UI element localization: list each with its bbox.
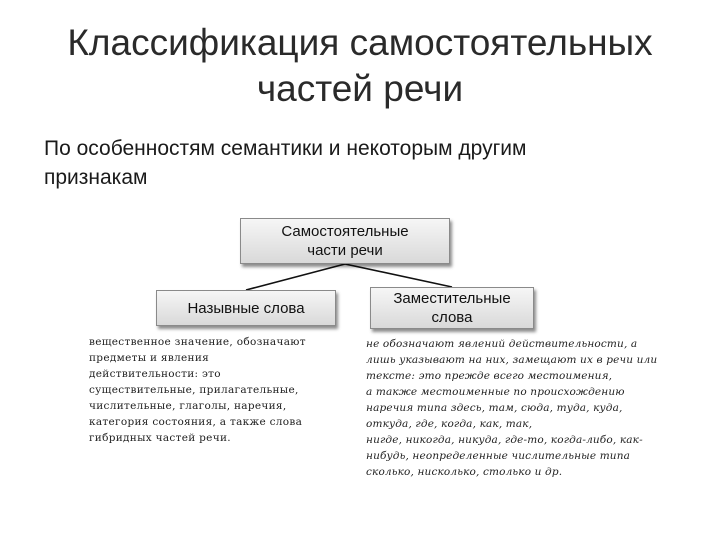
substitute-description-line: наречия типа здесь, там, сюда, туда, куда, — [366, 402, 623, 414]
substitute-words-description — [366, 336, 657, 480]
slide-title-line-1: Классификация самостоятельных — [67, 22, 653, 63]
nominative-description-line: гибридных частей речи. — [89, 432, 231, 444]
substitute-description-line: нибудь, неопределенные числительные типа — [366, 450, 631, 462]
nominative-words-description — [89, 334, 306, 446]
root-node-label-line-1: Самостоятельные — [281, 223, 409, 240]
nominative-words-label: Назывные слова — [187, 299, 305, 317]
substitute-description-line: тексте: это прежде всего местоимения, — [366, 370, 613, 382]
substitute-words-box — [370, 287, 534, 329]
slide-subtitle-line-1: По особенностям семантики и некоторым другим — [44, 137, 527, 160]
root-node-label-line-2: части речи — [307, 242, 383, 259]
nominative-words-box — [156, 290, 336, 326]
slide-subtitle-line-2: признакам — [44, 166, 148, 189]
substitute-description-line: а также местоименные по происхождению — [366, 386, 625, 398]
slide-title-line-2: частей речи — [256, 68, 464, 109]
substitute-description-line: откуда, где, когда, как, так, — [366, 418, 533, 430]
substitute-description-line: нигде, никогда, никуда, где-то, когда-либо, как- — [366, 434, 643, 446]
nominative-description-line: существительные, прилагательные, — [89, 384, 299, 396]
nominative-description-line: числительные, глаголы, наречия, — [89, 400, 287, 412]
connector-root-to-right — [345, 264, 452, 287]
root-node-box — [240, 218, 450, 264]
nominative-description-line: действительности: это — [89, 368, 221, 380]
substitute-description-line: сколько, нисколько, столько и др. — [366, 466, 563, 478]
substitute-description-line: не обозначают явлений действительности, а — [366, 338, 638, 350]
substitute-words-label-line-2: слова — [431, 309, 473, 326]
nominative-description-line: вещественное значение, обозначают — [89, 336, 306, 348]
substitute-words-label-line-1: Заместительные — [393, 290, 511, 307]
connector-root-to-left — [246, 264, 345, 290]
nominative-description-line: предметы и явления — [89, 352, 210, 364]
nominative-description-line: категория состояния, а также слова — [89, 416, 303, 428]
substitute-description-line: лишь указывают на них, замещают их в речи или — [366, 354, 658, 366]
